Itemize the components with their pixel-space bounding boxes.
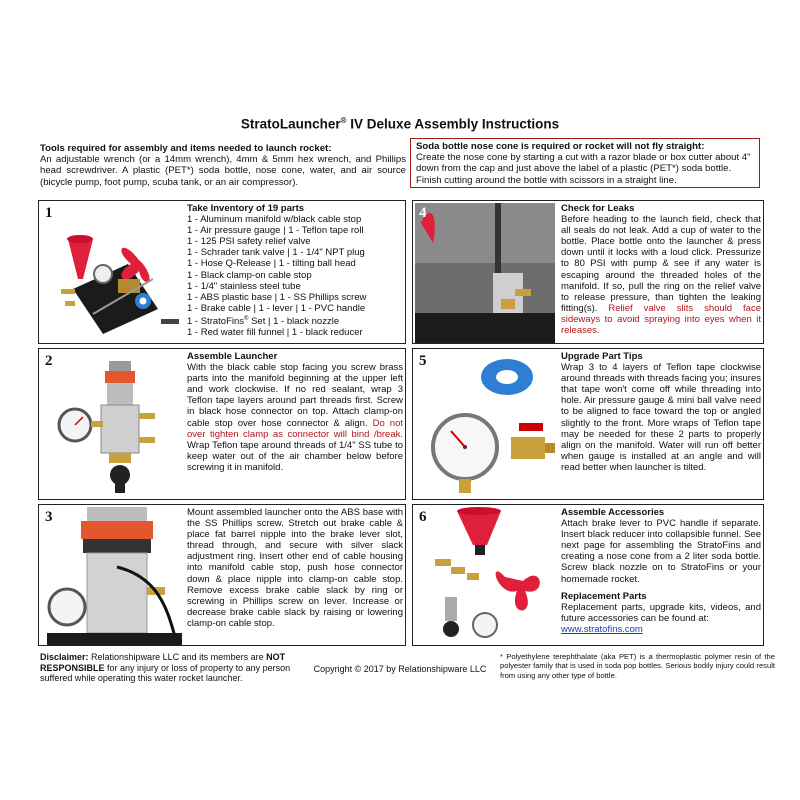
- tools-body: An adjustable wrench (or a 14mm wrench), 4mm & 5mm hex wrench, and Phillips head screwdriver. A plastic (PET*) soda bottle, nose cone, water, and air source (bicycle pump, foot pump, scuba tank, or an air compressor).: [40, 154, 406, 188]
- step-number: 4: [419, 205, 427, 221]
- tools-heading: Tools required for assembly and items needed to launch rocket:: [40, 143, 332, 154]
- step-2-box: [38, 348, 406, 500]
- disclaimer: Disclaimer: Relationshipware LLC and its members are NOT RESPONSIBLE for any injury or loss of property to any person suffered while operating this water rocket launcher.: [40, 652, 291, 684]
- page-title: StratoLauncher® IV Deluxe Assembly Instructions: [240, 116, 560, 132]
- step-4-text: Check for Leaks Before heading to the launch field, check that all seals do not leak. Add a cup of water to the bottle. Place bottle onto the launcher & press down until it locks with a loud click. Pressurize to 80 PSI with pump & see if any water is escaping around the threaded holes of the manifold. If so, pull the ring on the relief valve to release pressure, than tighten the leaking fitting(s). Relief valve slits should face sideways to avoid spraying into eyes when it releases.: [561, 203, 762, 337]
- nose-cone-warning: [410, 138, 760, 188]
- accessories-illustration: [417, 507, 557, 645]
- step-1-box: [38, 200, 406, 344]
- step-heading: Assemble Launcher: [187, 351, 278, 362]
- copyright: Copyright © 2017 by Relationshipware LLC: [313, 664, 487, 674]
- list-item: 1 - Black clamp-on cable stop: [187, 269, 312, 281]
- step-5-text: Upgrade Part Tips Wrap 3 to 4 layers of Teflon tape clockwise around threads with threads facing you; insures that tape won't come off while threading into hole. Air pressure gauge & mini ball valve need to be aligned to face toward the top or angled slightly to the front. More wraps of Teflon tape may be needed for these 2 parts to properly align on the manifold. Water will run off better when gauge is installed at an angle and will read better when launcher is tilted.: [561, 351, 761, 473]
- launcher-base-illustration: [47, 507, 182, 645]
- leak-check-illustration: [415, 203, 555, 343]
- list-item: 1 - Schrader tank valve | 1 - 1/4" NPT plug: [187, 247, 365, 259]
- upgrade-parts-illustration: [427, 355, 557, 495]
- pet-footnote: * Polyethylene terephthalate (aka PET) is a thermoplastic polymer resin of the polyester family that is used in soda pop bottles. Serious bodily injury could result from using any other type of bottle.: [500, 652, 775, 680]
- list-item: 1 - StratoFins® Set | 1 - black nozzle: [187, 315, 340, 328]
- step-6-box: [412, 504, 764, 646]
- step-number: 6: [419, 509, 427, 525]
- list-item: 1 - Air pressure gauge | 1 - Teflon tape roll: [187, 225, 364, 237]
- replacement-parts-heading: Replacement Parts: [561, 590, 647, 602]
- list-item: 1 - Brake cable | 1 - lever | 1 - PVC handle: [187, 302, 366, 314]
- step-number: 2: [45, 353, 53, 369]
- list-item: 1 - Red water fill funnel | 1 - black reducer: [187, 327, 363, 339]
- warning-body: Create the nose cone by starting a cut with a razor blade or box cutter about 4" down from the cap and just above the label of a plastic (PET*) soda bottle. Finish cutting around the bottle with scissors in a straight line.: [416, 152, 751, 186]
- step-number: 1: [45, 205, 53, 221]
- parts-kit-illustration: [43, 219, 183, 339]
- warning-heading: Soda bottle nose cone is required or rocket will not fly straight:: [416, 141, 705, 152]
- step-heading: Check for Leaks: [561, 203, 635, 214]
- step-3-text: Mount assembled launcher onto the ABS base with the SS Phillips screw. Stretch out brake cable & place fat barrel nipple into the brake lever slot, thread through, and secure with silver slack adjustment ring. Insert other end of cable housing into manifold cable stop, push hose connector down & place nipple into clamp-on cable stop. Remove excess brake cable slack by ring or screwing in Phillips screw on lever. Increase or decrease brake cable slack by raising or lowering clamp-on cable stop.: [187, 507, 403, 629]
- step-2-text: Assemble Launcher With the black cable stop facing you screw brass parts into the manifold beginning at the upper left and work clockwise. If no red sealant, wrap 3 Teflon tape layers around part threads first. Screw in black hose connector on top. Attach clamp-on cable stop over hose connector & align. Do not over tighten clamp as connector will bind /break. Wrap Teflon tape around threads of 1/4" SS tube to keep water out of the air chamber below before screwing it in manifold.: [187, 351, 403, 473]
- list-item: 1 - ABS plastic base | 1 - SS Phillips screw: [187, 291, 367, 303]
- step-heading: Assemble Accessories: [561, 507, 665, 518]
- parts-list: [187, 203, 403, 338]
- step-heading: Upgrade Part Tips: [561, 351, 643, 362]
- step-6-text: Assemble Accessories Attach brake lever to PVC handle if separate. Insert black reducer into collapsible funnel. See next page for assembling the StratoFins and creating a nose cone from a 2 liter soda bottle. Screw black nozzle on to StratoFins or your homemade rocket. Replacement Parts Replacement parts, upgrade kits, videos, and future accessories can be found at: www.stratofins.com: [561, 507, 761, 635]
- registered-mark: ®: [340, 116, 347, 125]
- list-item: 1 - 1/4" stainless steel tube: [187, 280, 301, 292]
- step-3-box: [38, 504, 406, 646]
- list-item: 1 - Aluminum manifold w/black cable stop: [187, 214, 362, 226]
- step-4-box: [412, 200, 764, 344]
- step-number: 3: [45, 509, 53, 525]
- warning-text: Do not over tighten clamp as connector will bind /break.: [187, 417, 403, 440]
- step-number: 5: [419, 353, 427, 369]
- tools-section: [40, 143, 406, 188]
- list-item: 1 - Hose Q-Release | 1 - tilting ball head: [187, 258, 356, 270]
- step-heading: Take Inventory of 19 parts: [187, 203, 305, 214]
- website-link[interactable]: www.stratofins.com: [561, 623, 643, 635]
- launcher-manifold-illustration: [51, 355, 181, 495]
- warning-text: Relief valve slits should face sideways to avoid spraying into eyes when it releases.: [561, 302, 762, 337]
- step-5-box: [412, 348, 764, 500]
- list-item: 1 - 125 PSI safety relief valve: [187, 236, 311, 248]
